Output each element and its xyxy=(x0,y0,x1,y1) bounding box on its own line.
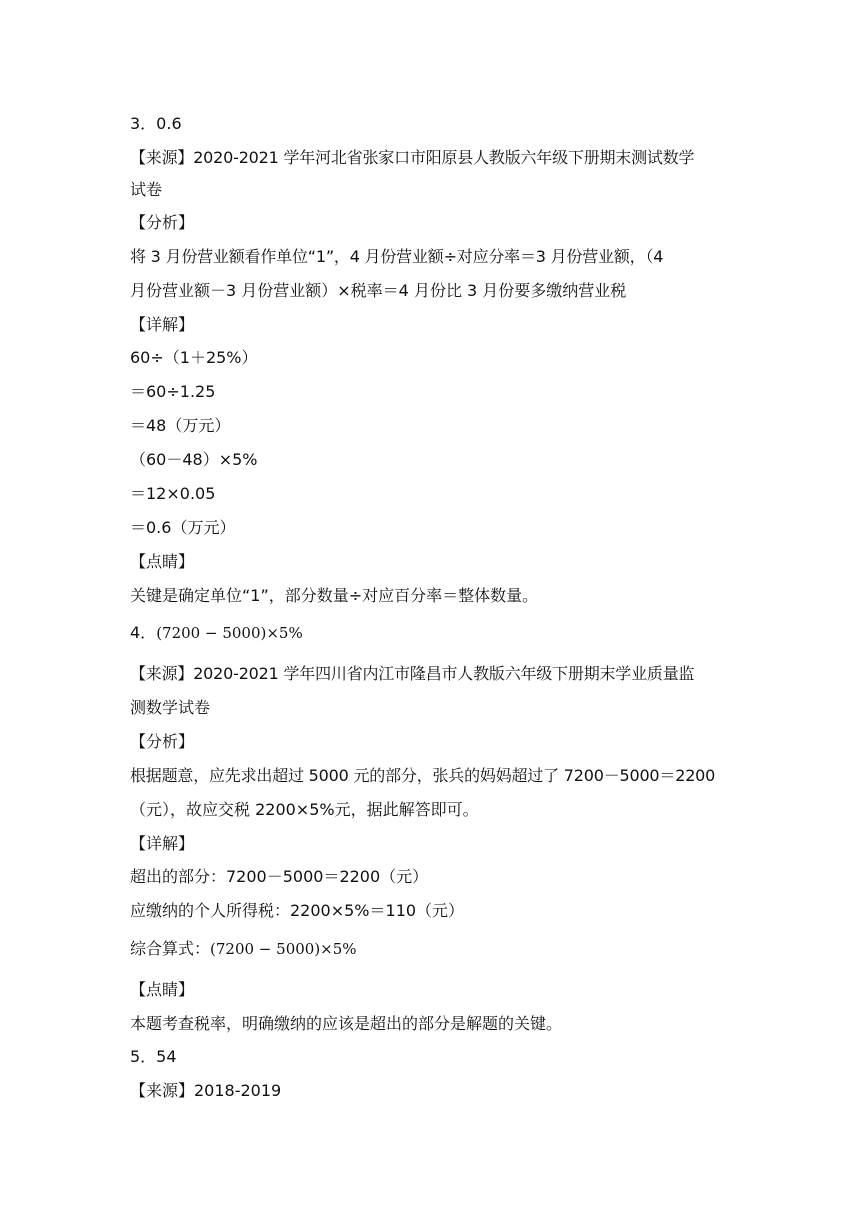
q3-detail-line-4: （60－48）×5% xyxy=(130,450,258,469)
q4-answer-formula: (7200 − 5000)×5% xyxy=(156,624,303,642)
q4-combined-label: 综合算式： xyxy=(130,939,211,958)
q3-detail-heading: 【详解】 xyxy=(130,315,195,334)
q3-analysis-line-2: 月份营业额－3 月份营业额）×税率＝4 月份比 3 月份要多缴纳营业税 xyxy=(130,281,627,300)
q4-detail-line-1: 超出的部分：7200－5000＝2200（元） xyxy=(130,867,429,886)
q4-detail-line-2: 应缴纳的个人所得税：2200×5%＝110（元） xyxy=(130,901,465,920)
q4-comment-line-1: 本题考查税率，明确缴纳的应该是超出的部分是解题的关键。 xyxy=(130,1014,563,1033)
q3-detail-line-3: ＝48（万元） xyxy=(130,416,231,435)
q4-answer xyxy=(130,623,740,643)
q4-detail-heading: 【详解】 xyxy=(130,834,195,853)
q4-comment-heading: 【点睛】 xyxy=(130,980,195,999)
q3-source-line-1: 【来源】2020-2021 学年河北省张家口市阳原县人教版六年级下册期末测试数学 xyxy=(130,148,695,167)
q3-answer: 3．0.6 xyxy=(130,114,182,133)
q3-comment-heading: 【点睛】 xyxy=(130,552,195,571)
q3-detail-line-6: ＝0.6（万元） xyxy=(130,518,236,537)
q3-detail-line-1: 60÷（1＋25%） xyxy=(130,348,258,367)
q3-source-line-2: 试卷 xyxy=(130,180,163,199)
q3-analysis-line-1: 将 3 月份营业额看作单位“1”，4 月份营业额÷对应分率＝3 月份营业额，（4 xyxy=(130,247,664,266)
q4-answer-number: 4． xyxy=(130,623,157,642)
q4-combined-formula: (7200 − 5000)×5% xyxy=(210,940,357,958)
q3-detail-line-2: ＝60÷1.25 xyxy=(130,382,216,401)
q4-source-line-1: 【来源】2020-2021 学年四川省内江市隆昌市人教版六年级下册期末学业质量监 xyxy=(130,664,695,683)
q4-analysis-line-1: 根据题意，应先求出超过 5000 元的部分，张兵的妈妈超过了 7200－5000＝2200 xyxy=(130,766,716,785)
q3-comment-line-1: 关键是确定单位“1”，部分数量÷对应百分率＝整体数量。 xyxy=(130,586,539,605)
q5-source-line-1: 【来源】2018-2019 xyxy=(130,1081,282,1100)
q4-analysis-heading: 【分析】 xyxy=(130,732,195,751)
q3-detail-line-5: ＝12×0.05 xyxy=(130,484,216,503)
q4-detail-line-3 xyxy=(130,939,740,959)
q3-analysis-heading: 【分析】 xyxy=(130,213,195,232)
q5-answer: 5．54 xyxy=(130,1047,177,1066)
q4-analysis-line-2: （元），故应交税 2200×5%元，据此解答即可。 xyxy=(130,800,479,819)
q4-source-line-2: 测数学试卷 xyxy=(130,698,211,717)
